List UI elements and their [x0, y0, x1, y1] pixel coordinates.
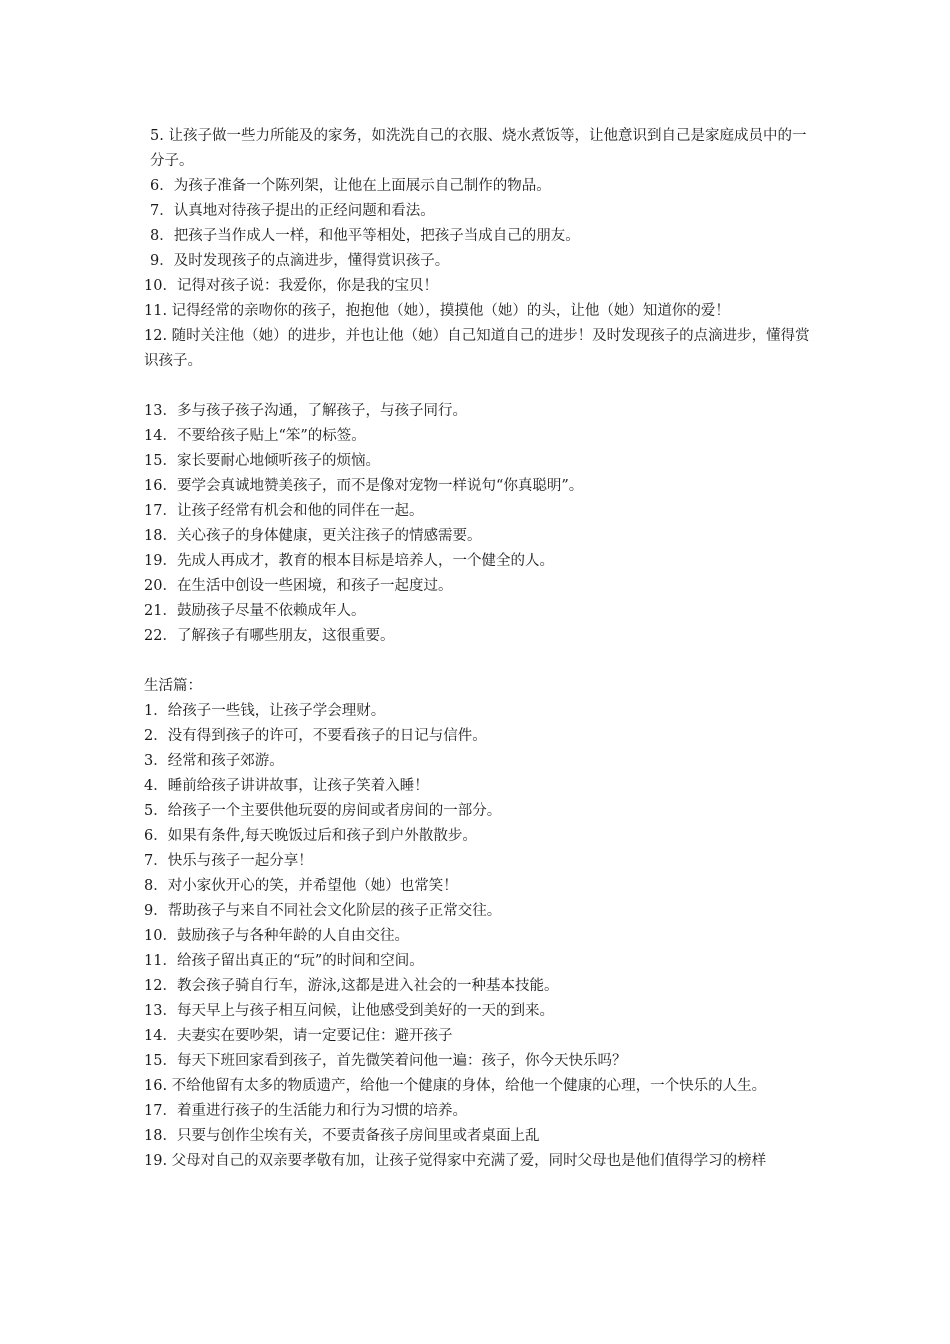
list-item: 11．给孩子留出真正的“玩”的时间和空间。	[144, 953, 424, 969]
list-item: 14．不要给孩子贴上“笨”的标签。	[144, 428, 366, 444]
list-item: 11. 记得经常的亲吻你的孩子，抱抱他（她），摸摸他（她）的头，让他（她）知道你的爱！	[144, 303, 730, 319]
list-item: 2．没有得到孩子的许可，不要看孩子的日记与信件。	[144, 728, 487, 744]
list-item: 14．夫妻实在要吵架，请一定要记住：避开孩子	[144, 1028, 453, 1044]
list-item: 16．要学会真诚地赞美孩子，而不是像对宠物一样说句“你真聪明”。	[144, 478, 584, 494]
list-item: 6．如果有条件,每天晚饭过后和孩子到户外散散步。	[144, 828, 477, 844]
list-item: 10．记得对孩子说：我爱你，你是我的宝贝！	[144, 278, 438, 294]
list-item: 20．在生活中创设一些困境，和孩子一起度过。	[144, 578, 453, 594]
section-heading-life: 生活篇：	[144, 678, 202, 694]
list-item: 7．快乐与孩子一起分享！	[144, 853, 313, 869]
list-item: 18．关心孩子的身体健康，更关注孩子的情感需要。	[144, 528, 482, 544]
section-life	[144, 699, 814, 1174]
paragraph-gap	[144, 649, 814, 674]
list-item: 22．了解孩子有哪些朋友，这很重要。	[144, 628, 395, 644]
list-item: 17．着重进行孩子的生活能力和行为习惯的培养。	[144, 1103, 467, 1119]
list-item: 9．帮助孩子与来自不同社会文化阶层的孩子正常交往。	[144, 903, 502, 919]
list-item: 6．为孩子准备一个陈列架，让他在上面展示自己制作的物品。	[150, 178, 551, 194]
list-item: 17．让孩子经常有机会和他的同伴在一起。	[144, 503, 424, 519]
list-item: 16. 不给他留有太多的物质遗产，给他一个健康的身体，给他一个健康的心理，一个快乐的人生。	[144, 1078, 767, 1094]
list-item: 19. 父母对自己的双亲要孝敬有加，让孩子觉得家中充满了爱，同时父母也是他们值得学习的榜样	[144, 1153, 767, 1169]
list-item: 8．把孩子当作成人一样，和他平等相处，把孩子当成自己的朋友。	[150, 228, 580, 244]
list-item: 5. 让孩子做一些力所能及的家务，如洗洗自己的衣服、烧水煮饭等，让他意识到自己是家庭成员中的一分子。	[150, 128, 807, 169]
section-communication	[144, 399, 814, 649]
list-item: 3．经常和孩子郊游。	[144, 753, 284, 769]
list-item: 18．只要与创作尘埃有关，不要责备孩子房间里或者桌面上乱	[144, 1128, 540, 1144]
list-item: 21．鼓励孩子尽量不依赖成年人。	[144, 603, 366, 619]
list-item: 10．鼓励孩子与各种年龄的人自由交往。	[144, 928, 409, 944]
list-item: 5．给孩子一个主要供他玩耍的房间或者房间的一部分。	[144, 803, 502, 819]
list-item: 12．教会孩子骑自行车，游泳,这都是进入社会的一种基本技能。	[144, 978, 559, 994]
section-parenting-continued	[144, 124, 814, 374]
list-item: 13．每天早上与孩子相互问候，让他感受到美好的一天的到来。	[144, 1003, 554, 1019]
list-item: 1．给孩子一些钱，让孩子学会理财。	[144, 703, 386, 719]
list-item: 12. 随时关注他（她）的进步，并也让他（她）自己知道自己的进步！及时发现孩子的点滴进步，懂得赏识孩子。	[144, 328, 810, 369]
list-item: 9．及时发现孩子的点滴进步，懂得赏识孩子。	[150, 253, 450, 269]
list-item: 19．先成人再成才，教育的根本目标是培养人，一个健全的人。	[144, 553, 554, 569]
list-item: 15．每天下班回家看到孩子，首先微笑着问他一遍：孩子，你今天快乐吗？	[144, 1053, 627, 1069]
list-item: 8．对小家伙开心的笑，并希望他（她）也常笑！	[144, 878, 458, 894]
list-item: 15．家长要耐心地倾听孩子的烦恼。	[144, 453, 380, 469]
paragraph-gap	[144, 374, 814, 399]
list-item: 7．认真地对待孩子提出的正经问题和看法。	[150, 203, 435, 219]
list-item: 13．多与孩子孩子沟通，了解孩子，与孩子同行。	[144, 403, 467, 419]
list-item: 4．睡前给孩子讲讲故事，让孩子笑着入睡！	[144, 778, 429, 794]
document-page	[144, 124, 814, 1174]
